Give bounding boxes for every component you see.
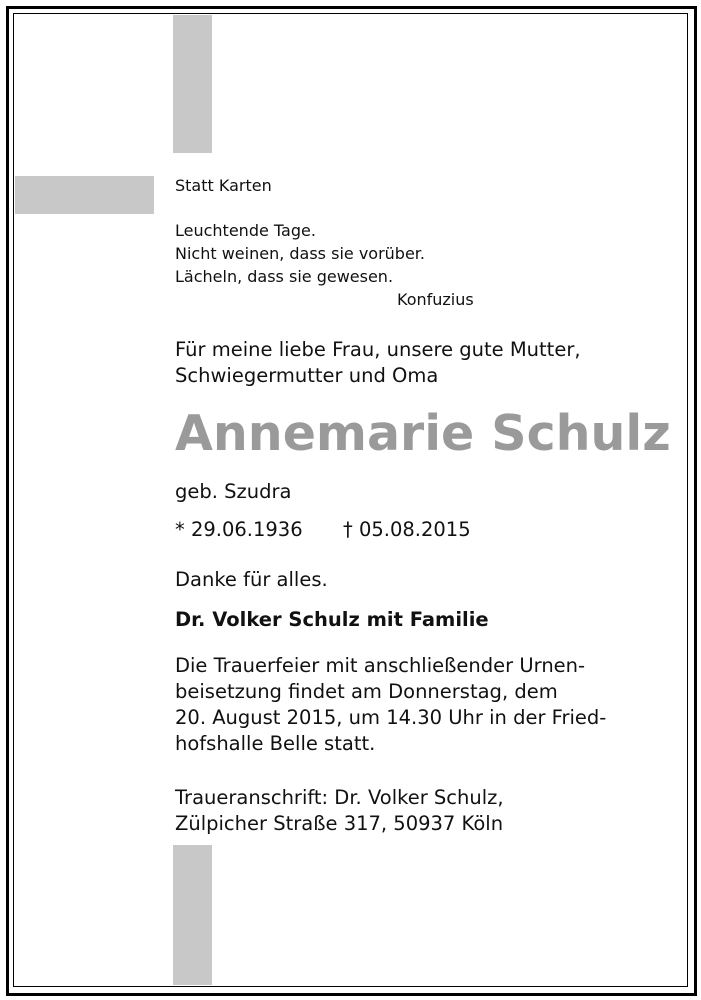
maiden-name: geb. Szudra bbox=[175, 480, 292, 503]
quote-line: Leuchtende Tage. bbox=[175, 221, 316, 240]
dedication bbox=[175, 337, 581, 389]
quote-line: Lächeln, dass sie gewesen. bbox=[175, 267, 394, 286]
inner-border bbox=[13, 13, 688, 987]
ceremony-line: 20. August 2015, um 14.30 Uhr in der Fried- bbox=[175, 706, 607, 729]
address-line: Traueranschrift: Dr. Volker Schulz, bbox=[175, 786, 504, 809]
cross-bottom-beam bbox=[173, 845, 212, 985]
dedication-line: Schwiegermutter und Oma bbox=[175, 364, 439, 387]
heading-statt-karten: Statt Karten bbox=[175, 176, 272, 195]
quote-author: Konfuzius bbox=[397, 290, 474, 309]
address-line: Zülpicher Straße 317, 50937 Köln bbox=[175, 812, 504, 835]
deceased-name: Annemarie Schulz bbox=[175, 405, 671, 462]
ceremony-line: Die Trauerfeier mit anschließender Urnen- bbox=[175, 654, 586, 677]
ceremony-line: hofshalle Belle statt. bbox=[175, 732, 376, 755]
quote bbox=[175, 219, 425, 288]
signature: Dr. Volker Schulz mit Familie bbox=[175, 608, 489, 631]
quote-line: Nicht weinen, dass sie vorüber. bbox=[175, 244, 425, 263]
mourning-address bbox=[175, 785, 504, 837]
birth-date: * 29.06.1936 bbox=[175, 518, 303, 541]
life-dates bbox=[175, 517, 471, 543]
death-date: † 05.08.2015 bbox=[343, 518, 471, 541]
cross-horizontal-beam bbox=[15, 176, 154, 214]
ceremony-info bbox=[175, 653, 606, 757]
cross-top-beam bbox=[173, 15, 212, 153]
ceremony-line: beisetzung findet am Donnerstag, dem bbox=[175, 680, 558, 703]
dedication-line: Für meine liebe Frau, unsere gute Mutter, bbox=[175, 338, 581, 361]
thanks-text: Danke für alles. bbox=[175, 568, 328, 591]
